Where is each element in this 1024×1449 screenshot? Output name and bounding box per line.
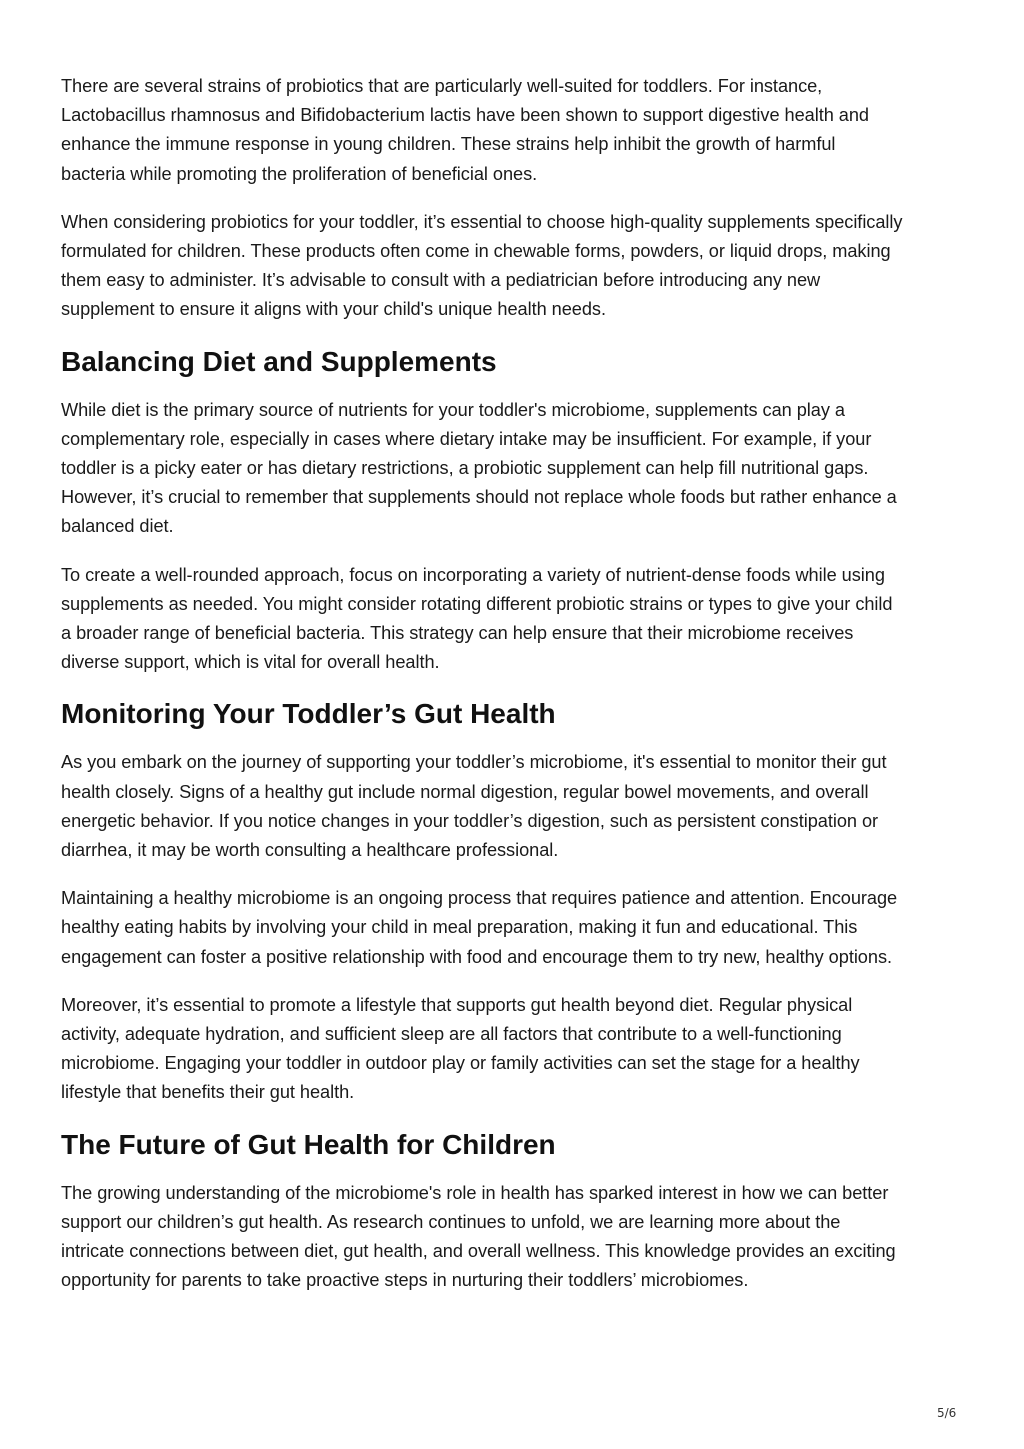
paragraph-monitor-gut: As you embark on the journey of supporting your toddler’s microbiome, it's essential to monitor their gut health closely. Signs of a healthy gut include normal digestion, regular bowel movements, and overall energetic behavior. If you notice changes in your toddler’s digestion, such as persistent constipation or diarrhea, it may be worth consulting a healthcare professional.	[61, 752, 887, 861]
page-number: 5/6	[937, 1406, 957, 1420]
paragraph-probiotic-strains: There are several strains of probiotics that are particularly well-suited for toddlers. For instance, Lactobacillus rhamnosus and Bifidobacterium lactis have been shown to support digestive health and enhance the immune response in young children. These strains help inhibit the growth of harmful bacteria while promoting the proliferation of beneficial ones.	[61, 76, 869, 184]
paragraph-future: The growing understanding of the microbiome's role in health has sparked interest in how we can better support our children’s gut health. As research continues to unfold, we are learning more about the intricate connections between diet, gut health, and overall wellness. This knowledge provides an exciting opportunity for parents to take proactive steps in nurturing their toddlers’ microbiomes.	[61, 1182, 896, 1291]
paragraph-maintaining-microbiome: Maintaining a healthy microbiome is an ongoing process that requires patience and attention. Encourage healthy eating habits by involving your child in meal preparation, making it fun and educational. This engagement can foster a positive relationship with food and encourage them to try new, healthy options.	[61, 888, 898, 967]
document-page	[61, 72, 971, 1315]
paragraph-well-rounded-approach: To create a well-rounded approach, focus on incorporating a variety of nutrient-dense foods while using supplements as needed. You might consider rotating different probiotic strains or types to give your child a broader range of beneficial bacteria. This strategy can help ensure that their microbiome receives diverse support, which is vital for overall health.	[61, 564, 893, 673]
paragraph-choosing-probiotics: When considering probiotics for your toddler, it’s essential to choose high-quality supplements specifically formulated for children. These products often come in chewable forms, powders, or liquid drops, making them easy to administer. It’s advisable to consult with a pediatrician before introducing any new supplement to ensure it aligns with your child's unique health needs.	[61, 211, 903, 320]
heading-balancing-diet: Balancing Diet and Supplements	[61, 345, 497, 377]
heading-monitoring-gut-health: Monitoring Your Toddler’s Gut Health	[61, 698, 556, 730]
paragraph-diet-supplements: While diet is the primary source of nutrients for your toddler's microbiome, supplements can play a complementary role, especially in cases where dietary intake may be insufficient. For example, if your toddler is a picky eater or has dietary restrictions, a probiotic supplement can help fill nutritional gaps. However, it’s crucial to remember that supplements should not replace whole foods but rather enhance a balanced diet.	[61, 399, 897, 537]
heading-future-gut-health: The Future of Gut Health for Children	[61, 1128, 556, 1160]
paragraph-lifestyle: Moreover, it’s essential to promote a lifestyle that supports gut health beyond diet. Regular physical activity, adequate hydration, and sufficient sleep are all factors that contribute to a well-functioning microbiome. Engaging your toddler in outdoor play or family activities can set the stage for a healthy lifestyle that benefits their gut health.	[61, 994, 860, 1103]
